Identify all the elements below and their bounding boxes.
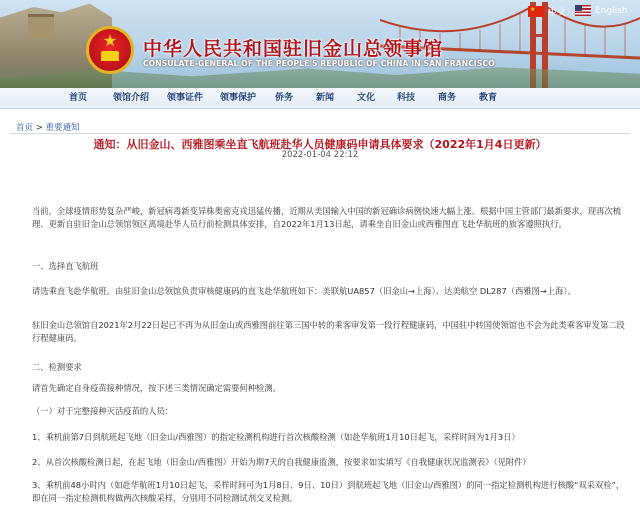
language-chinese-label: 中文 bbox=[548, 8, 567, 18]
article-title: 通知：从旧金山、西雅图乘坐直飞航班赴华人员健康码申请具体要求（2022年1月4日更新） bbox=[93, 138, 547, 151]
china-flag-icon: ★ bbox=[528, 6, 544, 17]
us-flag-icon bbox=[575, 5, 591, 16]
site-subtitle: CONSULATE-GENERAL OF THE PEOPLE'S REPUBLIC OF CHINA IN SAN FRANCISCO bbox=[143, 59, 495, 68]
nav-consulate-intro[interactable]: 领馆介绍 bbox=[113, 93, 150, 103]
header-banner bbox=[0, 0, 640, 88]
nav-consular-protection[interactable]: 领事保护 bbox=[220, 93, 257, 103]
list-item: 3、乘机前48小时内（如赴华航班1月10日起飞，采样时间可为1月8日、9日、10日）到航班起飞地（旧金山/西雅图）的同一指定检测机构进行核酸“双采双检”，即在同一指定检测机构做两次核酸采样，分别用不同检测试剂交叉检测。 bbox=[32, 480, 625, 503]
breadcrumb-home-link[interactable]: 首页 bbox=[16, 123, 34, 133]
section-heading: 一、选择直飞航班 bbox=[32, 261, 99, 271]
language-chinese-link[interactable] bbox=[528, 5, 566, 18]
main-nav bbox=[0, 88, 640, 109]
nav-overseas-chinese[interactable]: 侨务 bbox=[275, 93, 294, 103]
nav-news[interactable]: 新闻 bbox=[316, 93, 335, 103]
article-paragraph: 请选乘直飞赴华航班。由驻旧金山总领馆负责审核健康码的直飞赴华航班如下：美联航UA857（旧金山→上海）、达美航空 DL287（西雅图→上海）。 bbox=[32, 286, 576, 296]
breadcrumb bbox=[16, 121, 80, 133]
article-paragraph: 当前，全球疫情形势复杂严峻，新冠病毒新变异株奥密克戎迅猛传播，近期从美国输入中国的新冠确诊病例快速大幅上涨。根据中国主管部门最新要求，现再次梳理、更新自驻旧金山总领馆领区离境赴华人员行前检测具体安排，自2022年1月13日起，请乘坐自旧金山或西雅图直飞赴华航班的旅客遵照执行。 bbox=[32, 206, 622, 229]
wall-tower-image bbox=[28, 14, 54, 39]
language-english-link[interactable] bbox=[575, 5, 628, 16]
list-item: 1、乘机前第7日到航班起飞地（旧金山/西雅图）的指定检测机构进行首次核酸检测（如赴华航班1月10日起飞，采样时间为1月3日） bbox=[32, 432, 520, 442]
nav-commerce[interactable]: 商务 bbox=[438, 93, 457, 103]
breadcrumb-current-link[interactable]: 重要通知 bbox=[45, 123, 80, 133]
nav-culture[interactable]: 文化 bbox=[357, 93, 376, 103]
nav-consular-documents[interactable]: 领事证件 bbox=[167, 93, 204, 103]
article-paragraph: 驻旧金山总领馆自2021年2月22日起已不再为从旧金山或西雅图前往第三国中转的乘客审发第一段行程健康码，中国驻中转国使领馆也不会为此类乘客审发第二段行程健康码。 bbox=[32, 320, 625, 343]
article-paragraph: 请首先确定自身疫苗接种情况，按下述三类情况确定需要何种检测。 bbox=[32, 383, 281, 393]
section-heading: 二、检测要求 bbox=[32, 362, 82, 372]
breadcrumb-separator: > bbox=[33, 123, 46, 133]
breadcrumb-divider bbox=[10, 133, 630, 134]
sub-heading: （一）对于完整接种灭活疫苗的人员： bbox=[32, 406, 174, 416]
national-emblem-icon: ★ bbox=[86, 26, 134, 74]
list-item: 2、从首次核酸检测日起，在起飞地（旧金山/西雅图）开始为期7天的自我健康监测，按要求如实填写《自我健康状况监测表》（见附件） bbox=[32, 457, 531, 467]
nav-education[interactable]: 教育 bbox=[479, 93, 498, 103]
site-title: 中华人民共和国驻旧金山总领事馆 bbox=[143, 38, 444, 60]
language-english-label: English bbox=[595, 5, 628, 16]
article-date: 2022-01-04 22:12 bbox=[281, 150, 359, 160]
nav-home[interactable]: 首页 bbox=[69, 93, 88, 103]
nav-technology[interactable]: 科技 bbox=[397, 93, 416, 103]
